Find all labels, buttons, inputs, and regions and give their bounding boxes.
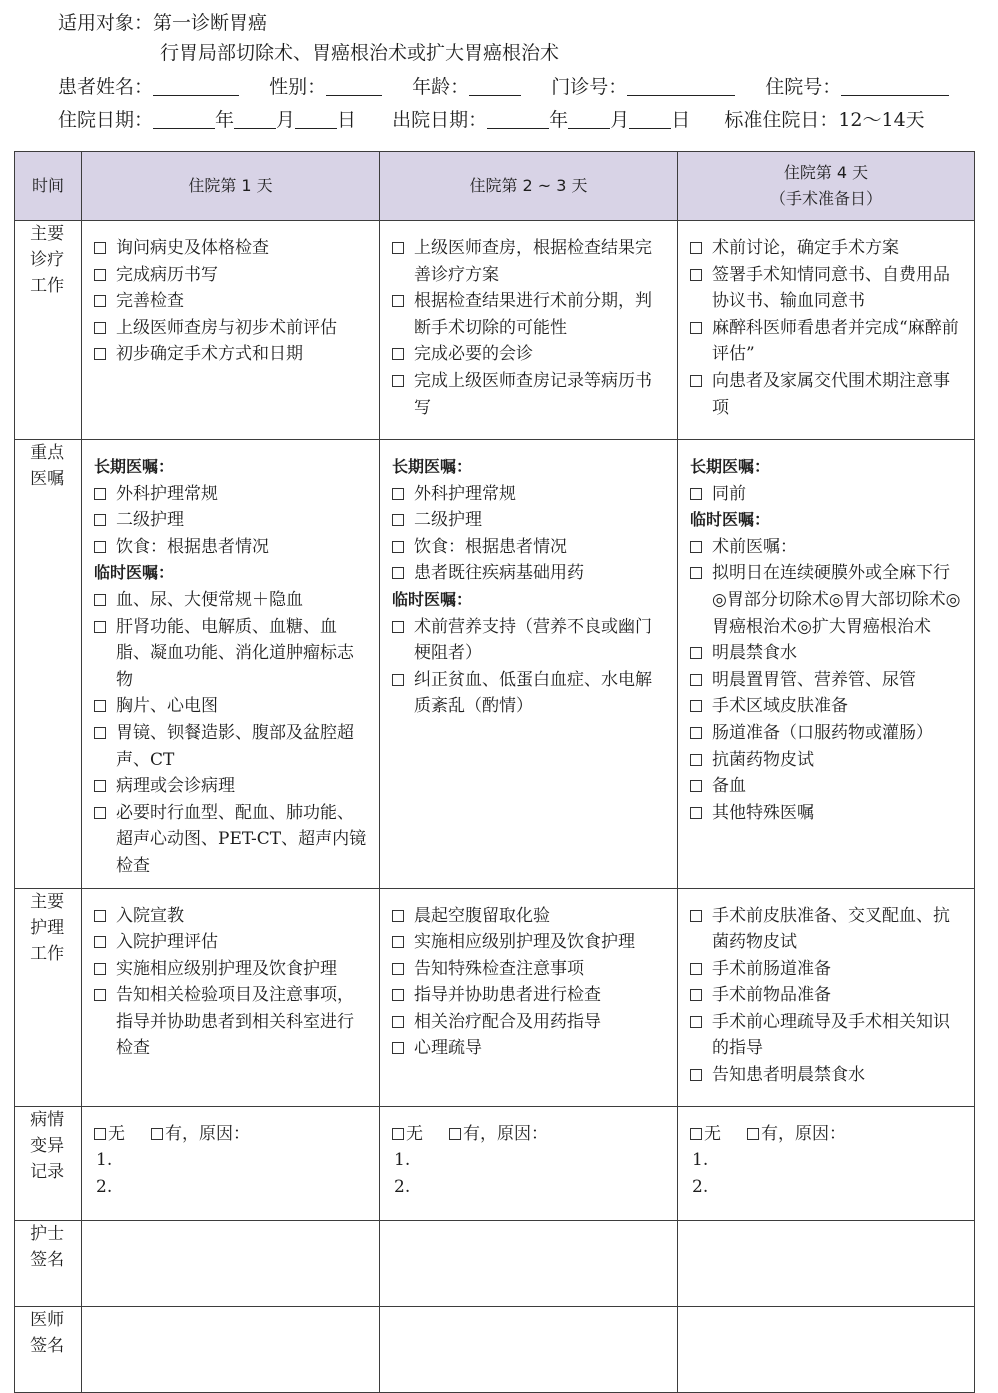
nurse-sign-day3[interactable]	[678, 1220, 975, 1306]
checkbox[interactable]	[94, 242, 106, 254]
checklist-item	[392, 956, 667, 983]
checkbox-none[interactable]	[392, 1128, 404, 1140]
checklist-item-text: 胃镜、钡餐造影、腹部及盆腔超声、CT	[116, 722, 354, 770]
checklist-item	[94, 720, 369, 773]
checklist-item-text: 饮食：根据患者情况	[414, 536, 567, 557]
checklist-item-text: 向患者及家属交代围术期注意事项	[712, 370, 950, 418]
checklist-item-text: 根据检查结果进行术前分期，判断手术切除的可能性	[414, 291, 652, 338]
checkbox[interactable]	[392, 936, 404, 948]
checkbox[interactable]	[94, 269, 106, 281]
variation-reason-2: 2.	[96, 1176, 113, 1197]
doctor-sign-day3[interactable]	[678, 1306, 975, 1392]
checklist-item-text: 实施相应级别护理及饮食护理	[414, 932, 635, 953]
checkbox[interactable]	[94, 936, 106, 948]
variation-options: 无 有，原因：	[392, 1121, 667, 1148]
checkbox[interactable]	[690, 269, 702, 281]
row-label-orders: 重点医嘱	[15, 440, 82, 889]
checkbox[interactable]	[94, 989, 106, 1001]
checklist-item	[690, 640, 964, 667]
checkbox[interactable]	[690, 674, 702, 686]
checklist-item	[690, 368, 964, 421]
checklist-item	[690, 481, 964, 508]
row-label-nurse-sign: 护士签名	[15, 1220, 82, 1306]
applicable-target: 适用对象：第一诊断胃癌	[58, 12, 268, 34]
checkbox[interactable]	[690, 567, 702, 579]
row-nursing	[15, 888, 975, 1106]
variation-day2	[380, 1106, 678, 1220]
checklist-item-text: 上级医师查房与初步术前评估	[116, 317, 337, 338]
checkbox[interactable]	[690, 647, 702, 659]
checkbox-has[interactable]	[449, 1128, 461, 1140]
checkbox[interactable]	[690, 488, 702, 500]
diagnosis-day1	[82, 221, 380, 440]
checkbox[interactable]	[392, 963, 404, 975]
checkbox[interactable]	[94, 700, 106, 712]
checkbox[interactable]	[392, 989, 404, 1001]
checklist-item	[94, 903, 369, 930]
temporary-orders-heading: 临时医嘱：	[392, 589, 473, 609]
checklist-item	[94, 235, 369, 262]
patient-name-field[interactable]: 患者姓名：	[58, 72, 239, 99]
checklist-item-text: 纠正贫血、低蛋白血症、水电解质紊乱（酌情）	[414, 669, 652, 717]
nurse-sign-day2[interactable]	[380, 1220, 678, 1306]
checkbox[interactable]	[392, 910, 404, 922]
checklist-item-text: 晨起空腹留取化验	[414, 905, 550, 926]
checklist-item-text: 手术区域皮肤准备	[712, 696, 848, 717]
standard-stay: 标准住院日：12～14天	[724, 109, 925, 131]
checklist-item	[392, 982, 667, 1009]
outpatient-no-field[interactable]: 门诊号：	[551, 72, 735, 99]
clinical-pathway-table	[14, 151, 975, 1393]
checkbox[interactable]	[392, 1042, 404, 1054]
row-nurse-sign	[15, 1220, 975, 1306]
doctor-sign-day2[interactable]	[380, 1306, 678, 1392]
col-day2: 住院第 2 ~ 3 天	[380, 152, 678, 221]
checklist-item-text: 入院护理评估	[116, 932, 218, 953]
checklist-item	[392, 235, 667, 288]
checklist-item	[690, 773, 964, 800]
checklist-item	[392, 507, 667, 534]
checklist-item	[690, 693, 964, 720]
checklist-item-text: 完成病历书写	[116, 264, 218, 285]
long-term-orders-heading: 长期医嘱：	[690, 457, 771, 476]
checkbox-has[interactable]	[151, 1128, 163, 1140]
checklist-item-text: 胸片、心电图	[116, 696, 218, 717]
checklist-item	[94, 507, 369, 534]
diagnosis-day3	[678, 221, 975, 440]
checklist-item-text: 病理或会诊病理	[116, 776, 235, 797]
checklist-item-text: 相关治疗配合及用药指导	[414, 1011, 601, 1032]
checklist-item-text: 询问病史及体格检查	[116, 238, 269, 258]
checklist-item-text: 抗菌药物皮试	[712, 749, 814, 770]
checkbox[interactable]	[690, 754, 702, 766]
checklist-item-text: 术前医嘱：	[712, 536, 797, 557]
checklist-item	[690, 1009, 964, 1062]
checklist-item	[690, 560, 964, 640]
checklist-item	[94, 800, 369, 880]
checklist-item-text: 肠道准备（口服药物或灌肠）	[712, 722, 933, 743]
diagnosis-day2	[380, 221, 678, 440]
checklist-item	[690, 800, 964, 827]
checkbox[interactable]	[94, 295, 106, 307]
checkbox[interactable]	[94, 910, 106, 922]
checklist-item	[94, 341, 369, 368]
variation-options: 无 有，原因：	[94, 1121, 369, 1148]
orders-day1	[82, 440, 380, 889]
checklist-item	[94, 481, 369, 508]
checkbox[interactable]	[690, 700, 702, 712]
row-diagnosis	[15, 221, 975, 440]
checklist-item	[94, 614, 369, 694]
row-label-variation: 病情变异记录	[15, 1106, 82, 1220]
checklist-item-text: 指导并协助患者进行检查	[414, 985, 601, 1006]
checklist-item	[690, 262, 964, 315]
checklist-item	[94, 773, 369, 800]
checkbox[interactable]	[94, 541, 106, 553]
checkbox[interactable]	[690, 1069, 702, 1081]
checklist-item	[392, 288, 667, 341]
checkbox[interactable]	[94, 348, 106, 360]
col-day1: 住院第 1 天	[82, 152, 380, 221]
variation-day3	[678, 1106, 975, 1220]
checklist-item	[690, 956, 964, 983]
checkbox-none[interactable]	[94, 1128, 106, 1140]
patient-info-row	[58, 72, 949, 99]
checkbox[interactable]	[392, 348, 404, 360]
checklist-item	[690, 747, 964, 774]
checkbox[interactable]	[94, 594, 106, 606]
checklist-item-text: 手术前心理疏导及手术相关知识的指导	[712, 1011, 950, 1059]
checklist-item-text: 饮食：根据患者情况	[116, 536, 269, 557]
checklist-item	[94, 956, 369, 983]
checklist-item	[392, 368, 667, 421]
header-row	[15, 152, 975, 221]
checklist-item-text: 初步确定手术方式和日期	[116, 344, 303, 365]
checklist-item-text: 完成必要的会诊	[414, 344, 533, 365]
checklist-item	[392, 667, 667, 720]
variation-options: 无 有，原因：	[690, 1121, 964, 1148]
checklist-item	[690, 720, 964, 747]
nursing-day1	[82, 888, 380, 1106]
checklist-item-text: 同前	[712, 483, 746, 504]
checklist-item-text: 入院宣教	[116, 905, 184, 926]
checklist-item	[690, 315, 964, 368]
checklist-item-text: 二级护理	[414, 510, 482, 531]
checkbox[interactable]	[392, 488, 404, 500]
checklist-item	[94, 929, 369, 956]
checkbox[interactable]	[690, 1016, 702, 1028]
checklist-item	[392, 614, 667, 667]
checklist-item	[94, 534, 369, 561]
variation-reason-1: 1.	[394, 1150, 411, 1171]
temporary-orders-heading: 临时医嘱：	[690, 510, 771, 530]
checkbox[interactable]	[94, 514, 106, 526]
row-doctor-sign	[15, 1306, 975, 1392]
long-term-orders-heading: 长期医嘱：	[392, 457, 473, 476]
checklist-item-text: 术前营养支持（营养不良或幽门梗阻者）	[414, 616, 652, 664]
checklist-item-text: 手术前肠道准备	[712, 958, 831, 979]
checklist-item	[392, 929, 667, 956]
checklist-item-text: 明晨置胃管、营养管、尿管	[712, 669, 916, 690]
checkbox-has[interactable]	[747, 1128, 759, 1140]
date-row	[58, 105, 925, 132]
checkbox-none[interactable]	[690, 1128, 702, 1140]
checklist-item-text: 二级护理	[116, 510, 184, 531]
checkbox[interactable]	[392, 674, 404, 686]
checklist-item-text: 备血	[712, 776, 746, 797]
checklist-item-text: 拟明日在连续硬膜外或全麻下行◎胃部分切除术◎胃大部切除术◎胃癌根治术◎扩大胃癌根治术	[712, 563, 961, 637]
col-day3: 住院第 4 天 （手术准备日）	[678, 152, 975, 221]
nurse-sign-day1[interactable]	[82, 1220, 380, 1306]
checklist-item	[94, 288, 369, 315]
checkbox[interactable]	[392, 621, 404, 633]
checklist-item-text: 告知相关检验项目及注意事项，指导并协助患者到相关科室进行检查	[116, 985, 354, 1059]
checklist-item-text: 实施相应级别护理及饮食护理	[116, 958, 337, 979]
checkbox[interactable]	[94, 727, 106, 739]
checkbox[interactable]	[392, 242, 404, 254]
checkbox[interactable]	[690, 780, 702, 792]
checklist-item-text: 外科护理常规	[116, 483, 218, 504]
row-orders	[15, 440, 975, 889]
checklist-item	[392, 560, 667, 587]
checklist-item	[94, 693, 369, 720]
checkbox[interactable]	[392, 514, 404, 526]
row-label-nursing: 主要护理工作	[15, 888, 82, 1106]
checklist-item-text: 明晨禁食水	[712, 643, 797, 664]
checklist-item	[392, 341, 667, 368]
row-label-diagnosis: 主要诊疗工作	[15, 221, 82, 440]
variation-day1	[82, 1106, 380, 1220]
checkbox[interactable]	[392, 295, 404, 307]
sex-field[interactable]: 性别：	[269, 72, 382, 99]
checkbox[interactable]	[94, 807, 106, 819]
temporary-orders-heading: 临时医嘱：	[94, 563, 175, 583]
checklist-item-text: 术前讨论，确定手术方案	[712, 238, 899, 258]
checkbox[interactable]	[392, 1016, 404, 1028]
discharge-date-field[interactable]: 出院日期： 年 月 日	[392, 109, 691, 131]
checklist-item-text: 患者既往疾病基础用药	[414, 563, 584, 584]
checklist-item-text: 外科护理常规	[414, 483, 516, 504]
checkbox[interactable]	[690, 242, 702, 254]
checklist-item-text: 告知患者明晨禁食水	[712, 1065, 865, 1086]
checklist-item	[94, 982, 369, 1062]
checklist-item-text: 麻醉科医师看患者并完成“麻醉前评估”	[712, 317, 959, 365]
checklist-item	[392, 1035, 667, 1062]
checklist-item	[690, 903, 964, 956]
checklist-item	[690, 667, 964, 694]
checkbox[interactable]	[690, 375, 702, 387]
checklist-item	[690, 534, 964, 561]
checklist-item	[392, 903, 667, 930]
nursing-day2	[380, 888, 678, 1106]
checklist-item	[94, 587, 369, 614]
checklist-item-text: 必要时行血型、配血、肺功能、超声心动图、PET-CT、超声内镜检查	[116, 802, 367, 876]
checkbox[interactable]	[690, 963, 702, 975]
checklist-item	[690, 235, 964, 262]
checkbox[interactable]	[94, 488, 106, 500]
checklist-item-text: 告知特殊检查注意事项	[414, 958, 584, 979]
checkbox[interactable]	[690, 989, 702, 1001]
checkbox[interactable]	[690, 541, 702, 553]
checkbox[interactable]	[392, 375, 404, 387]
checklist-item-text: 血、尿、大便常规＋隐血	[116, 589, 303, 610]
variation-reason-1: 1.	[96, 1150, 113, 1171]
checklist-item	[392, 534, 667, 561]
checklist-item	[392, 481, 667, 508]
checklist-item-text: 手术前皮肤准备、交叉配血、抗菌药物皮试	[712, 905, 950, 953]
age-field[interactable]: 年龄：	[412, 72, 521, 99]
variation-reason-2: 2.	[692, 1176, 709, 1197]
applicable-procedures: 行胃局部切除术、胃癌根治术或扩大胃癌根治术	[160, 42, 560, 64]
orders-day3	[678, 440, 975, 889]
long-term-orders-heading: 长期医嘱：	[94, 457, 175, 476]
checkbox[interactable]	[94, 963, 106, 975]
col-time: 时间	[15, 152, 82, 221]
checklist-item-text: 上级医师查房，根据检查结果完善诊疗方案	[414, 238, 652, 285]
checkbox[interactable]	[690, 807, 702, 819]
orders-day2	[380, 440, 678, 889]
doctor-sign-day1[interactable]	[82, 1306, 380, 1392]
checklist-item	[392, 1009, 667, 1036]
row-variation	[15, 1106, 975, 1220]
checklist-item-text: 其他特殊医嘱	[712, 802, 814, 823]
checkbox[interactable]	[690, 727, 702, 739]
checklist-item	[690, 982, 964, 1009]
admit-date-field[interactable]: 住院日期： 年 月 日	[58, 109, 357, 131]
checklist-item	[94, 262, 369, 289]
checkbox[interactable]	[392, 567, 404, 579]
nursing-day3	[678, 888, 975, 1106]
document-header	[0, 0, 998, 140]
checkbox[interactable]	[690, 322, 702, 334]
checklist-item-text: 肝肾功能、电解质、血糖、血脂、凝血功能、消化道肿瘤标志物	[116, 616, 354, 690]
checkbox[interactable]	[94, 322, 106, 334]
variation-reason-1: 1.	[692, 1150, 709, 1171]
checklist-item	[690, 1062, 964, 1089]
checklist-item-text: 心理疏导	[414, 1038, 482, 1059]
checklist-item	[94, 315, 369, 342]
checklist-item-text: 手术前物品准备	[712, 985, 831, 1006]
variation-reason-2: 2.	[394, 1176, 411, 1197]
inpatient-no-field[interactable]: 住院号：	[765, 72, 949, 99]
checkbox[interactable]	[94, 780, 106, 792]
checklist-item-text: 完成上级医师查房记录等病历书写	[414, 370, 652, 418]
checkbox[interactable]	[94, 621, 106, 633]
checklist-item-text: 完善检查	[116, 291, 184, 312]
checklist-item-text: 签署手术知情同意书、自费用品协议书、输血同意书	[712, 264, 950, 312]
checkbox[interactable]	[392, 541, 404, 553]
checkbox[interactable]	[690, 910, 702, 922]
row-label-doctor-sign: 医师签名	[15, 1306, 82, 1392]
